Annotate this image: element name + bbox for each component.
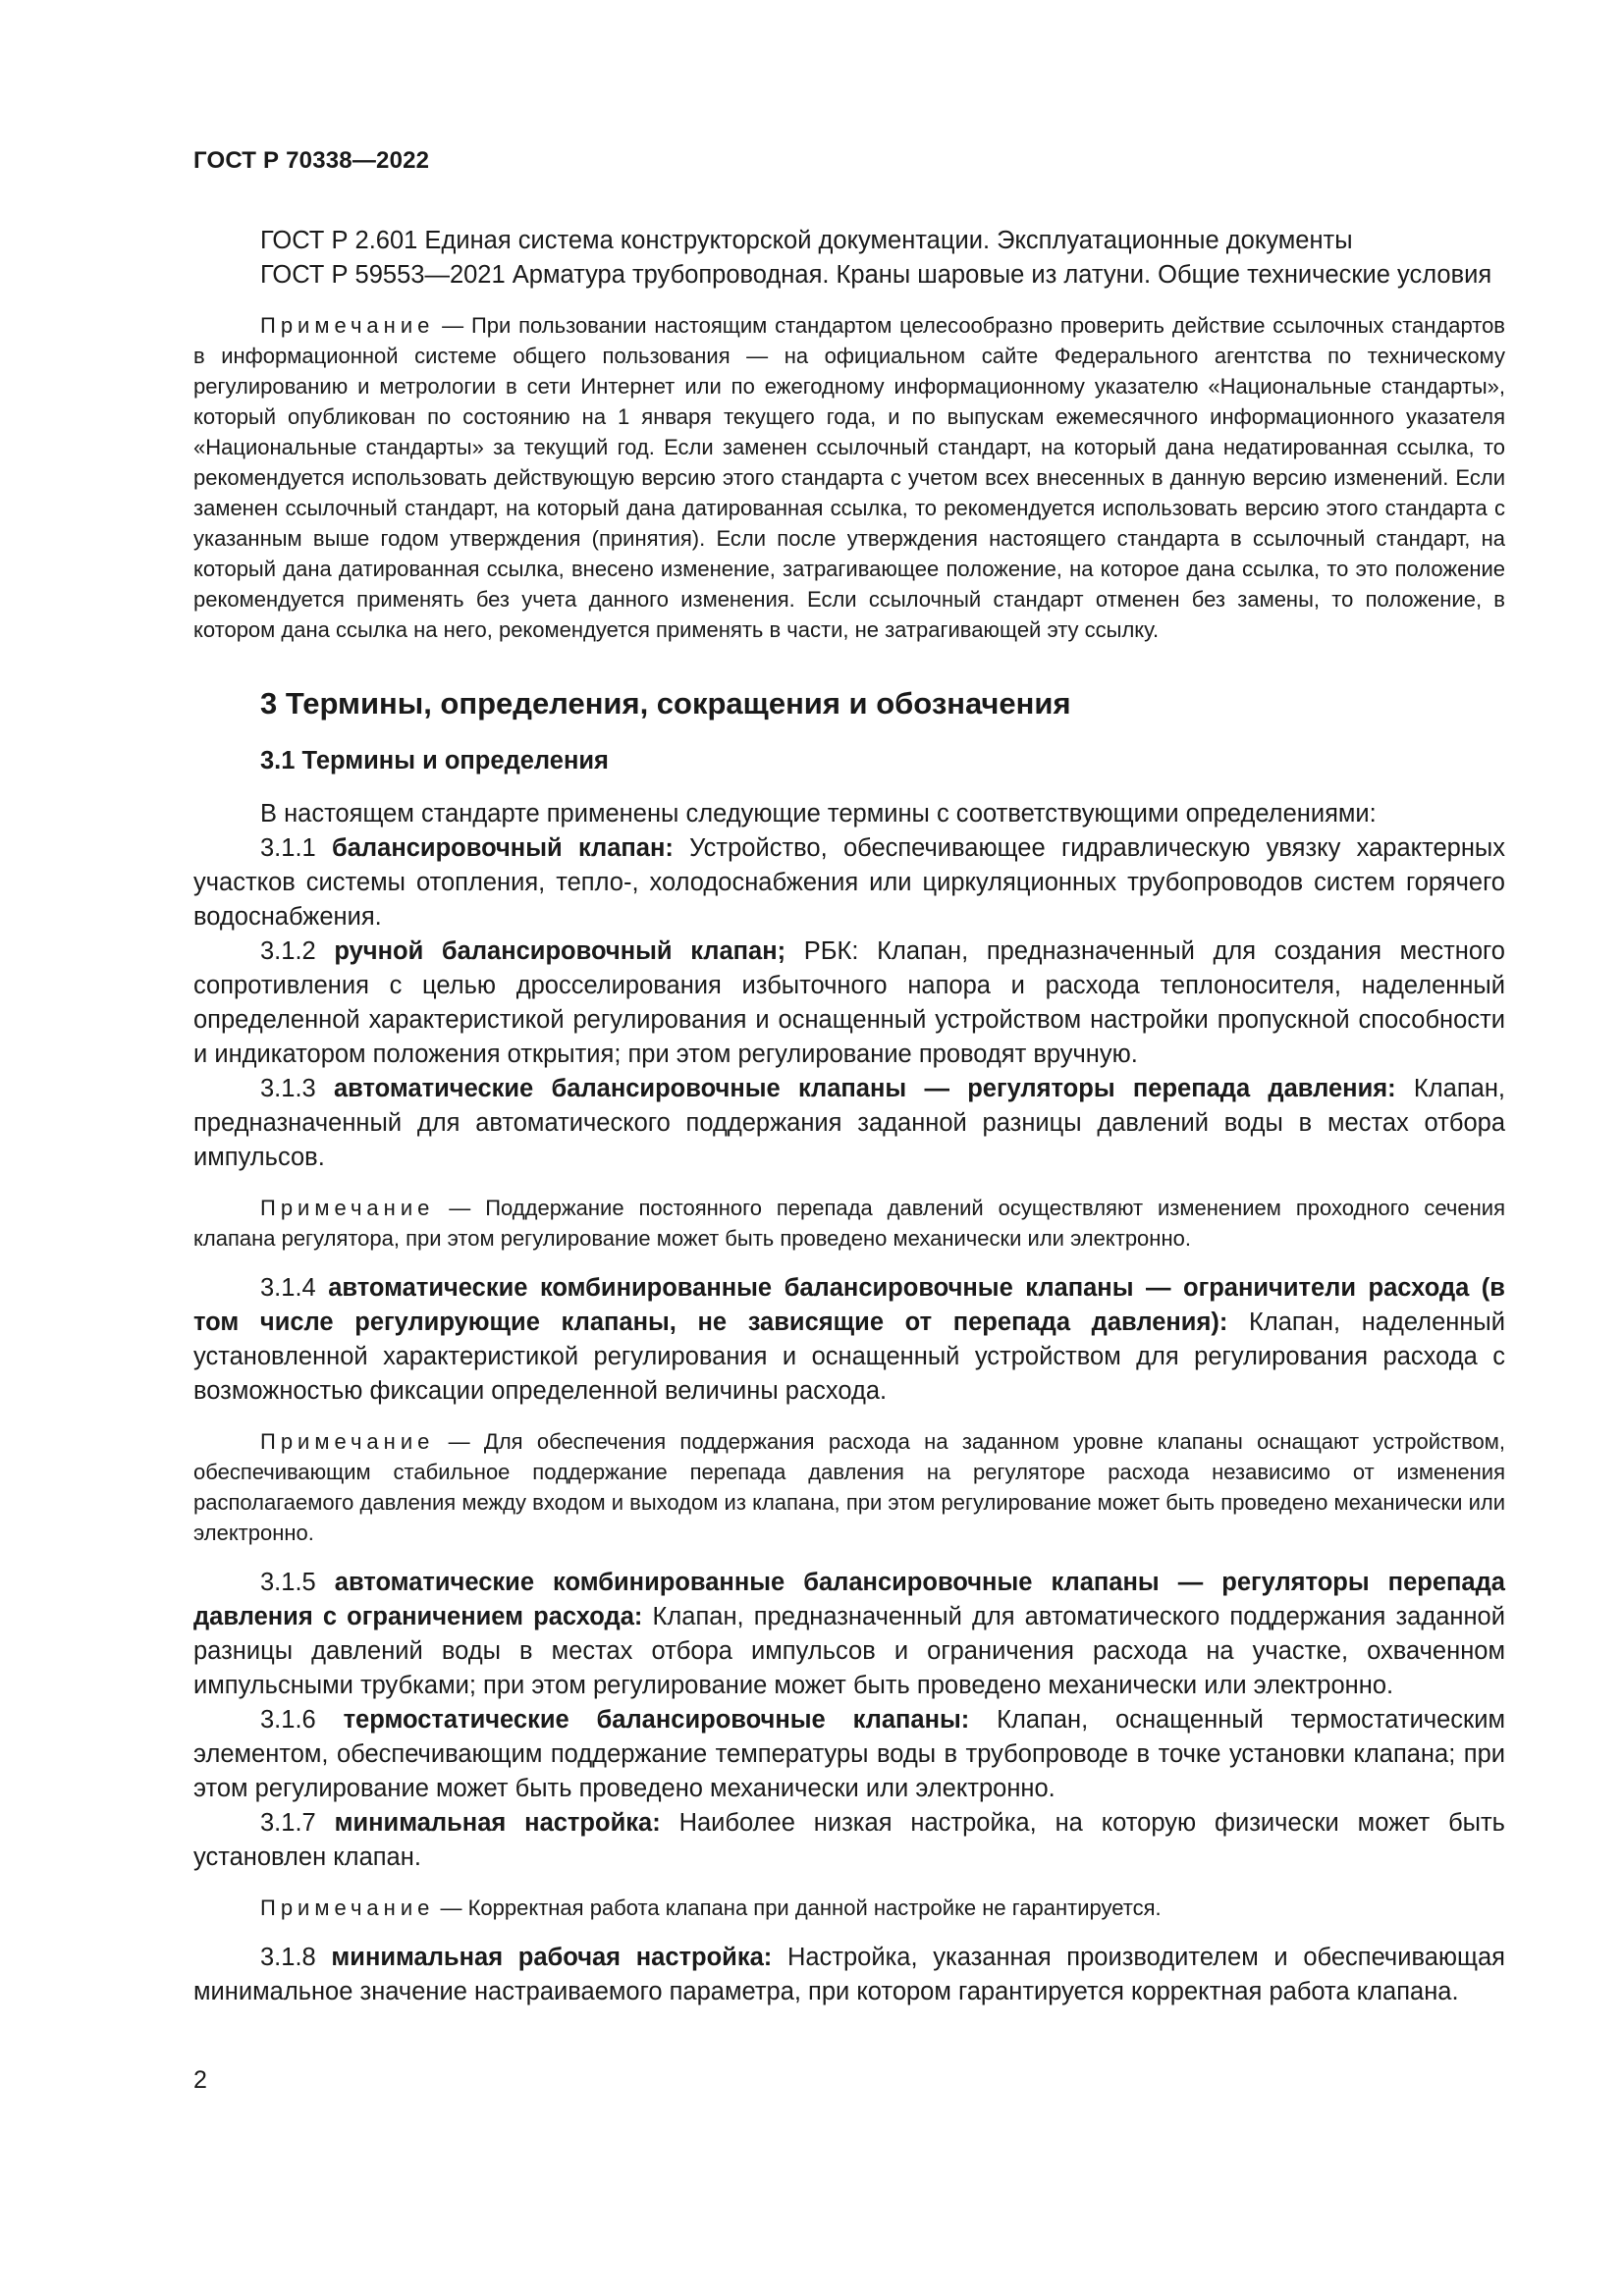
term-entry (193, 1271, 1505, 1409)
note-references (193, 310, 1505, 645)
document-code-header: ГОСТ Р 70338—2022 (193, 147, 430, 174)
term-note (193, 1426, 1505, 1548)
note-text: — Поддержание постоянного перепада давлений осуществляют изменением проходного сечения клапана регулятора, при этом регулирование может быть проведено механически или электронно. (193, 1196, 1505, 1251)
term-name: автоматические комбинированные балансировочные клапаны — регуляторы перепада давления с ограничением расхода: (193, 1569, 1505, 1630)
term-definition: Клапан, оснащенный термостатическим элементом, обеспечивающим поддержание температуры воды в трубопроводе в точке установки клапана; при этом регулирование может быть проведено механически или электронно. (193, 1706, 1505, 1802)
normative-reference: ГОСТ Р 59553—2021 Арматура трубопроводная. Краны шаровые из латуни. Общие технические условия (260, 261, 1492, 289)
term-entry (193, 1072, 1505, 1175)
term-name: автоматические балансировочные клапаны — регуляторы перепада давления: (334, 1075, 1396, 1102)
page-number: 2 (193, 2066, 207, 2094)
term-number: 3.1.7 (260, 1809, 335, 1837)
term-definition: РБК: Клапан, предназначенный для создания местного сопротивления с целью дросселирования избыточного напора и расхода теплоносителя, наделенный определенной характеристикой регулирования и оснащенный устройством настройки пропускной способности и индикатором положения открытия; при этом регулирование проводят вручную. (193, 937, 1505, 1068)
term-definition: Настройка, указанная производителем и обеспечивающая минимальное значение настраиваемого параметра, при котором гарантируется корректная работа клапана. (193, 1944, 1505, 2005)
term-entry (193, 1703, 1505, 1806)
subsection-heading: 3.1 Термины и определения (260, 747, 609, 774)
terms-intro: В настоящем стандарте применены следующие термины с соответствующими определениями: (260, 800, 1377, 828)
term-number: 3.1.1 (260, 834, 332, 862)
term-number: 3.1.2 (260, 937, 335, 965)
term-definition: Клапан, предназначенный для автоматического поддержания заданной разницы давлений воды в местах отбора импульсов и ограничения расхода на участке, охваченном импульсными трубками; при этом регулирование может быть проведено механически или электронно. (193, 1603, 1505, 1699)
term-entry (193, 1806, 1505, 1875)
normative-reference: ГОСТ Р 2.601 Единая система конструкторской документации. Эксплуатационные документы (260, 227, 1353, 254)
term-entry (193, 1941, 1505, 2009)
note-text: — При пользовании настоящим стандартом целесообразно проверить действие ссылочных стандартов в информационной системе общего пользования — на официальном сайте Федерального агентства по техническому регулированию и метрологии в сети Интернет или по ежегодному информационному указателю «Национальные стандарты», который опубликован по состоянию на 1 января текущего года, и по выпускам ежемесячного информационного указателя «Национальные стандарты» за текущий год. Если заменен ссылочный стандарт, на который дана недатированная ссылка, то рекомендуется использовать действующую версию этого стандарта с учетом всех внесенных в данную версию изменений. Если заменен ссылочный стандарт, на который дана датированная ссылка, то рекомендуется использовать версию этого стандарта с указанным выше годом утверждения (принятия). Если после утверждения настоящего стандарта в ссылочный стандарт, на который дана датированная ссылка, внесено изменение, затрагивающее положение, на которое дана ссылка, то это положение рекомендуется применять без учета данного изменения. Если ссылочный стандарт отменен без замены, то положение, в котором дана ссылка на него, рекомендуется применять в части, не затрагивающей эту ссылку. (193, 313, 1505, 642)
term-entry (193, 831, 1505, 934)
term-note (193, 1193, 1505, 1254)
term-entry (193, 934, 1505, 1072)
note-label: Примечание (260, 1896, 435, 1920)
note-label: Примечание (260, 1196, 435, 1220)
term-number: 3.1.4 (260, 1274, 329, 1302)
term-name: минимальная рабочая настройка: (331, 1944, 773, 1971)
term-entry (193, 1566, 1505, 1703)
term-name: термостатические балансировочные клапаны: (343, 1706, 970, 1734)
term-definition: Клапан, наделенный установленной характеристикой регулирования и оснащенный устройством для регулирования расхода с возможностью фиксации определенной величины расхода. (193, 1308, 1505, 1405)
term-note (193, 1893, 1505, 1923)
section-heading: 3 Термины, определения, сокращения и обозначения (260, 686, 1071, 721)
note-text: — Для обеспечения поддержания расхода на заданном уровне клапаны оснащают устройством, обеспечивающим стабильное поддержание перепада давления на регуляторе расхода независимо от изменения располагаемого давления между входом и выходом из клапана, при этом регулирование может быть проведено механически или электронно. (193, 1429, 1505, 1545)
term-name: автоматические комбинированные балансировочные клапаны — ограничители расхода (в том числе регулирующие клапаны, не зависящие от перепада давления): (193, 1274, 1505, 1336)
note-label: Примечание (260, 313, 435, 338)
page-content (193, 224, 1505, 2009)
term-number: 3.1.3 (260, 1075, 334, 1102)
term-number: 3.1.6 (260, 1706, 344, 1734)
term-number: 3.1.8 (260, 1944, 332, 1971)
term-name: минимальная настройка: (334, 1809, 661, 1837)
term-definition: Устройство, обеспечивающее гидравлическую увязку характерных участков системы отопления, тепло-, холодоснабжения или циркуляционных трубопроводов систем горячего водоснабжения. (193, 834, 1505, 931)
term-name: ручной балансировочный клапан; (334, 937, 786, 965)
term-number: 3.1.5 (260, 1569, 335, 1596)
term-definition: Клапан, предназначенный для автоматического поддержания заданной разницы давлений воды в местах отбора импульсов. (193, 1075, 1505, 1171)
term-name: балансировочный клапан: (332, 834, 674, 862)
note-text: — Корректная работа клапана при данной настройке не гарантируется. (440, 1896, 1162, 1920)
note-label: Примечание (260, 1429, 435, 1454)
term-definition: Наиболее низкая настройка, на которую физически может быть установлен клапан. (193, 1809, 1505, 1871)
